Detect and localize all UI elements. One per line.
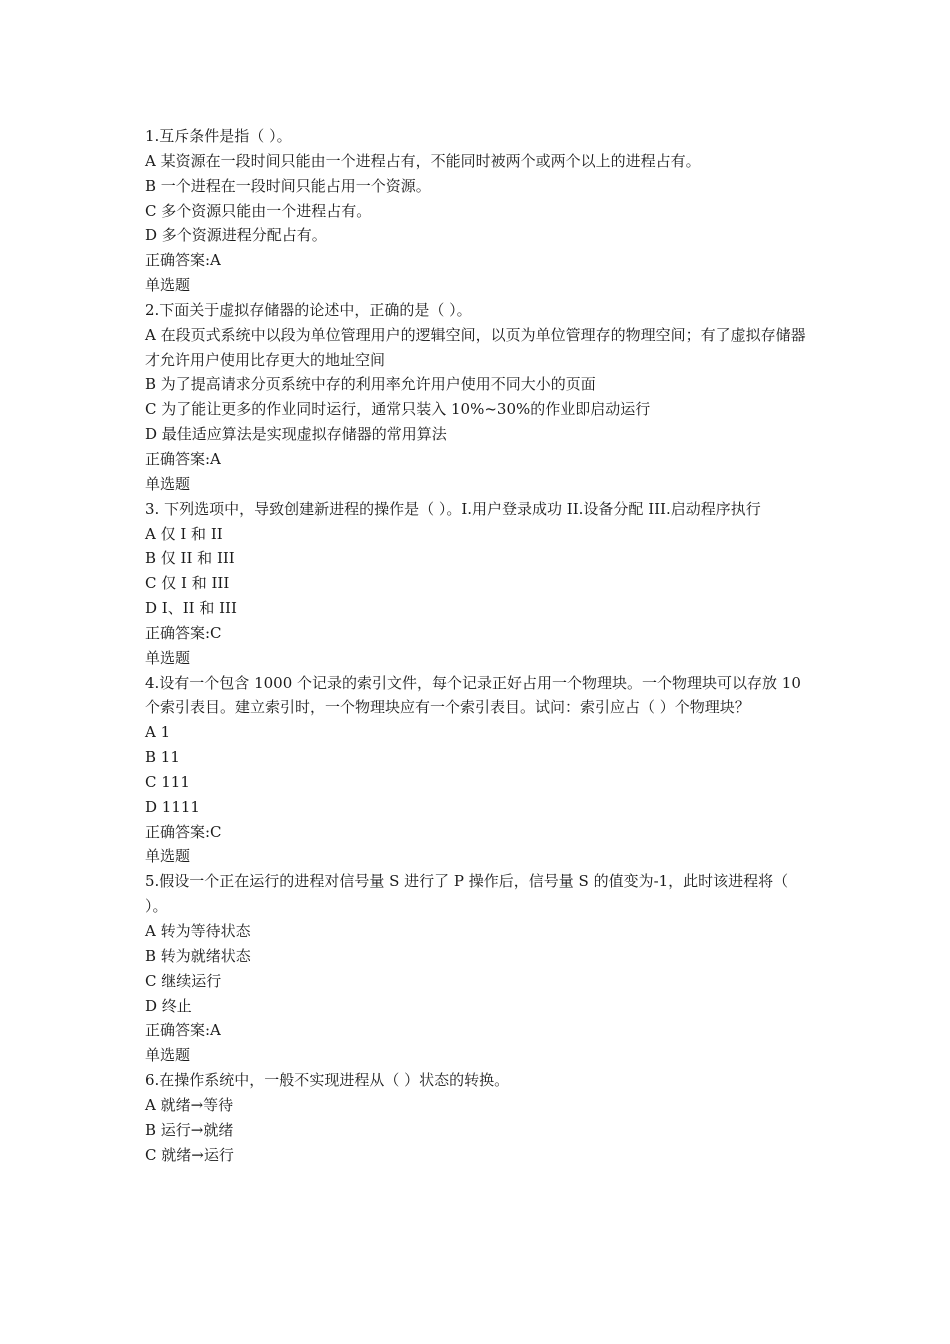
document-page xyxy=(145,124,810,1167)
question-6-stem: 6.在操作系统中，一般不实现进程从（ ）状态的转换。 xyxy=(145,1071,510,1090)
question-3-answer: 正确答案:C xyxy=(145,623,222,642)
question-5-stem: 5.假设一个正在运行的进程对信号量 S 进行了 P 操作后，信号量 S 的值变为-1，此时该进程将（ ）。 xyxy=(145,872,789,916)
question-6-option-b: B 运行→就绪 xyxy=(145,1120,234,1139)
question-3-stem: 3. 下列选项中，导致创建新进程的操作是（ ）。I.用户登录成功 II.设备分配 III.启动程序执行 xyxy=(145,499,761,518)
question-2-option-a: A 在段页式系统中以段为单位管理用户的逻辑空间，以页为单位管理存的物理空间；有了虚拟存储器才允许用户使用比存更大的地址空间 xyxy=(145,325,806,369)
question-5-answer: 正确答案:A xyxy=(145,1021,221,1040)
question-4-option-d: D 1111 xyxy=(145,797,200,816)
question-2-option-d: D 最佳适应算法是实现虚拟存储器的常用算法 xyxy=(145,425,447,444)
question-4-type: 单选题 xyxy=(145,648,191,667)
question-4-option-a: A 1 xyxy=(145,723,171,742)
question-3-option-a: A 仅 I 和 II xyxy=(145,524,223,543)
question-5-option-b: B 转为就绪状态 xyxy=(145,946,251,965)
question-4-stem: 4.设有一个包含 1000 个记录的索引文件，每个记录正好占用一个物理块。一个物理块可以存放 10 个索引表目。建立索引时，一个物理块应有一个索引表目。试问：索引应占（ ）个物理块？ xyxy=(145,673,801,717)
question-5-option-c: C 继续运行 xyxy=(145,971,222,990)
question-2-stem: 2.下面关于虚拟存储器的论述中，正确的是（ ）。 xyxy=(145,300,472,319)
question-1-option-b: B 一个进程在一段时间只能占用一个资源。 xyxy=(145,176,431,195)
question-1-answer: 正确答案:A xyxy=(145,251,221,270)
question-1-option-a: A 某资源在一段时间只能由一个进程占有，不能同时被两个或两个以上的进程占有。 xyxy=(145,151,701,170)
question-2-option-b: B 为了提高请求分页系统中存的利用率允许用户使用不同大小的页面 xyxy=(145,375,596,394)
question-3-type: 单选题 xyxy=(145,474,191,493)
question-4-option-c: C 111 xyxy=(145,772,190,791)
question-3-option-b: B 仅 II 和 III xyxy=(145,549,235,568)
question-2-answer: 正确答案:A xyxy=(145,449,221,468)
question-1-option-c: C 多个资源只能由一个进程占有。 xyxy=(145,201,372,220)
question-1-stem: 1.互斥条件是指（ ）。 xyxy=(145,127,292,145)
question-2-type: 单选题 xyxy=(145,276,191,295)
question-5-type: 单选题 xyxy=(145,847,191,866)
question-6-option-c: C 就绪→运行 xyxy=(145,1145,234,1164)
question-6-type: 单选题 xyxy=(145,1046,191,1065)
question-4-answer: 正确答案:C xyxy=(145,822,222,841)
question-4-option-b: B 11 xyxy=(145,748,180,767)
question-6-option-a: A 就绪→等待 xyxy=(145,1095,234,1114)
question-3-option-d: D I、II 和 III xyxy=(145,599,237,618)
question-3-option-c: C 仅 I 和 III xyxy=(145,574,230,593)
question-5-option-d: D 终止 xyxy=(145,996,192,1015)
question-5-option-a: A 转为等待状态 xyxy=(145,922,251,940)
question-2-option-c: C 为了能让更多的作业同时运行，通常只装入 10%~30%的作业即启动运行 xyxy=(145,400,651,419)
question-1-option-d: D 多个资源进程分配占有。 xyxy=(145,226,327,245)
